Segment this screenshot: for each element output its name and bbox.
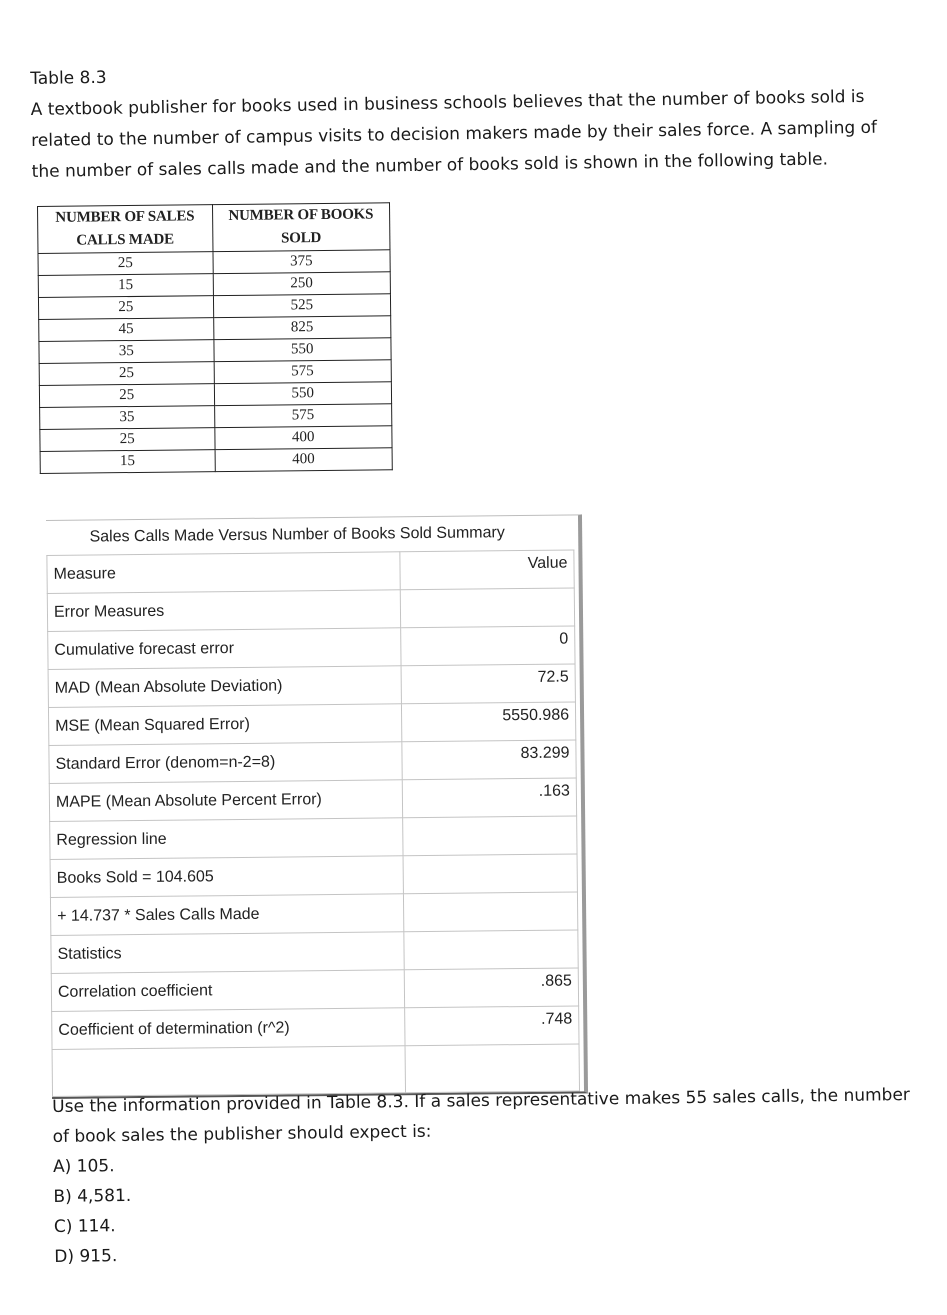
- intro-paragraph: A textbook publisher for books used in business schools believes that the number of books sold is related to the number of campus visits to decision makers made by their sales force. A sampling of the number of sales calls made and the number of books sold is shown in the following table.: [30, 86, 878, 182]
- sales-calls-cell: 25: [38, 296, 213, 320]
- answer-option-d: D) 915.: [54, 1246, 118, 1267]
- intro-section: [30, 50, 892, 187]
- summary-row: [50, 854, 577, 898]
- sales-calls-cell: 15: [40, 450, 215, 474]
- question-section: [52, 1080, 914, 1272]
- sales-calls-cell: 45: [39, 318, 214, 342]
- measure-value: 72.5: [401, 664, 575, 704]
- answer-option-a: A) 105.: [52, 1156, 115, 1177]
- summary-table: [46, 549, 580, 1096]
- books-sold-cell: 575: [214, 404, 392, 428]
- summary-header-row: [47, 550, 574, 594]
- summary-row: [48, 664, 575, 708]
- summary-row: [49, 778, 576, 822]
- sales-calls-cell: 35: [39, 340, 214, 364]
- measure-label: MAD (Mean Absolute Deviation): [48, 666, 401, 708]
- books-sold-cell: 400: [214, 426, 392, 450]
- answer-option-b: B) 4,581.: [53, 1185, 132, 1207]
- measure-label: + 14.737 * Sales Calls Made: [50, 894, 403, 936]
- summary-row: [50, 892, 577, 936]
- summary-row: [49, 740, 576, 784]
- summary-row: [51, 930, 578, 974]
- sales-data-table: [37, 202, 393, 474]
- sales-calls-cell: 25: [39, 384, 214, 408]
- sales-calls-cell: 25: [40, 428, 215, 452]
- measure-label: Regression line: [50, 818, 403, 860]
- summary-row: [52, 1006, 579, 1050]
- books-sold-cell: 250: [213, 272, 391, 296]
- books-sold-cell: 550: [214, 382, 392, 406]
- measure-label: Cumulative forecast error: [48, 628, 401, 670]
- books-sold-cell: 575: [214, 360, 392, 384]
- table-row: [40, 448, 392, 474]
- measure-value: .163: [402, 778, 576, 818]
- summary-row: [48, 702, 575, 746]
- measure-value: [403, 892, 577, 932]
- measure-value: 0: [401, 626, 575, 666]
- summary-row: [51, 968, 578, 1012]
- books-sold-cell: 375: [212, 250, 390, 274]
- books-sold-cell: 400: [215, 448, 393, 472]
- table-header-row: [38, 203, 390, 254]
- column-header-sales-calls: NUMBER OF SALES CALLS MADE: [38, 205, 213, 254]
- summary-row: [47, 588, 574, 632]
- measure-value: .748: [405, 1006, 579, 1046]
- sales-calls-cell: 15: [38, 274, 213, 298]
- books-sold-cell: 525: [213, 294, 391, 318]
- column-header-books-sold: NUMBER OF BOOKS SOLD: [212, 203, 390, 252]
- measure-label: Error Measures: [47, 590, 400, 632]
- measure-value: [404, 930, 578, 970]
- summary-row: [50, 816, 577, 860]
- question-stem: Use the information provided in Table 8.3. If a sales representative makes 55 sales calls, the number of book sales the publisher should expect is:: [52, 1085, 910, 1147]
- measure-value: 5550.986: [401, 702, 575, 742]
- books-sold-cell: 825: [213, 316, 391, 340]
- measure-value: [400, 588, 574, 628]
- measure-value: 83.299: [402, 740, 576, 780]
- table-label: Table 8.3: [30, 67, 107, 89]
- sales-calls-cell: 25: [39, 362, 214, 386]
- answer-option-c: C) 114.: [53, 1216, 116, 1237]
- value-header: Value: [400, 550, 574, 590]
- sales-calls-cell: 25: [38, 252, 213, 276]
- measure-value: [403, 854, 577, 894]
- measure-value: .865: [404, 968, 578, 1008]
- measure-label: Standard Error (denom=n-2=8): [49, 742, 402, 784]
- measure-label: Statistics: [51, 932, 404, 974]
- measure-header: Measure: [47, 552, 400, 594]
- summary-title: Sales Calls Made Versus Number of Books Sold Summary: [89, 524, 505, 546]
- measure-label: Books Sold = 104.605: [50, 856, 403, 898]
- measure-value: [403, 816, 577, 856]
- measure-label: MAPE (Mean Absolute Percent Error): [49, 780, 402, 822]
- summary-row: [48, 626, 575, 670]
- measure-label: Correlation coefficient: [51, 970, 404, 1012]
- regression-summary: [46, 514, 586, 1099]
- measure-label: Coefficient of determination (r^2): [52, 1008, 405, 1050]
- books-sold-cell: 550: [213, 338, 391, 362]
- summary-frame: [46, 514, 588, 1099]
- sales-calls-cell: 35: [40, 406, 215, 430]
- measure-label: MSE (Mean Squared Error): [48, 704, 401, 746]
